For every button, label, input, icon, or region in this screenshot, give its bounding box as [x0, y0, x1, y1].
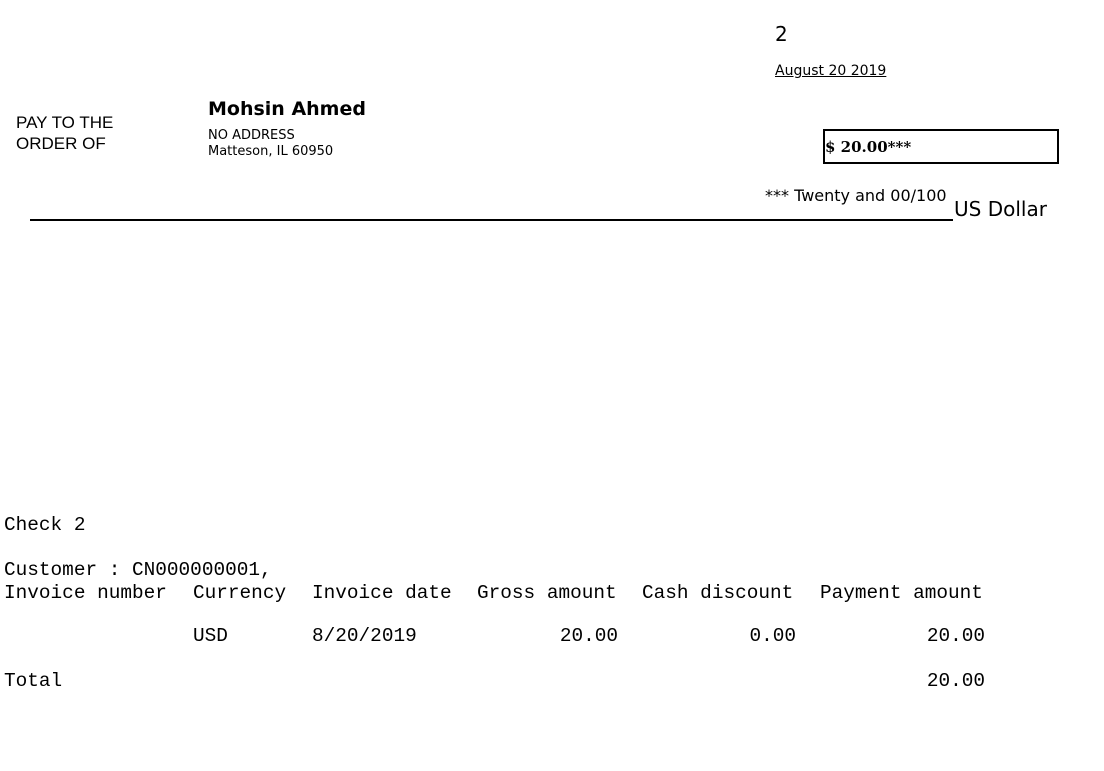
col-payment-amount: Payment amount [820, 582, 983, 604]
row-invoice-date: 8/20/2019 [312, 625, 417, 647]
payee-name: Mohsin Ahmed [208, 98, 366, 120]
col-currency: Currency [193, 582, 287, 604]
total-label: Total [4, 670, 63, 692]
pay-to-label-line2: ORDER OF [16, 134, 106, 153]
currency-words: US Dollar [954, 197, 1047, 221]
row-currency: USD [193, 625, 228, 647]
check-number: 2 [775, 22, 788, 46]
total-value: 20.00 [926, 670, 985, 692]
payee-address-line1: NO ADDRESS [208, 128, 295, 143]
check-date: August 20 2019 [775, 63, 887, 79]
payee-address [208, 128, 333, 160]
customer-line: Customer : CN000000001, [4, 559, 272, 581]
row-gross: 20.00 [559, 625, 618, 647]
pay-to-label-line1: PAY TO THE [16, 113, 114, 132]
col-invoice-date: Invoice date [312, 582, 452, 604]
row-payment: 20.00 [926, 625, 985, 647]
payee-address-line2: Matteson, IL 60950 [208, 144, 334, 159]
row-discount: 0.00 [749, 625, 796, 647]
amount-line [30, 219, 953, 221]
col-cash-discount: Cash discount [642, 582, 794, 604]
stub-title: Check 2 [4, 514, 86, 536]
amount-box [823, 129, 1059, 164]
col-gross-amount: Gross amount [477, 582, 617, 604]
col-invoice-number: Invoice number [4, 582, 167, 604]
pay-to-label [16, 112, 113, 154]
amount-words: *** Twenty and 00/100 [765, 186, 947, 205]
amount-value: $ 20.00*** [825, 138, 912, 156]
